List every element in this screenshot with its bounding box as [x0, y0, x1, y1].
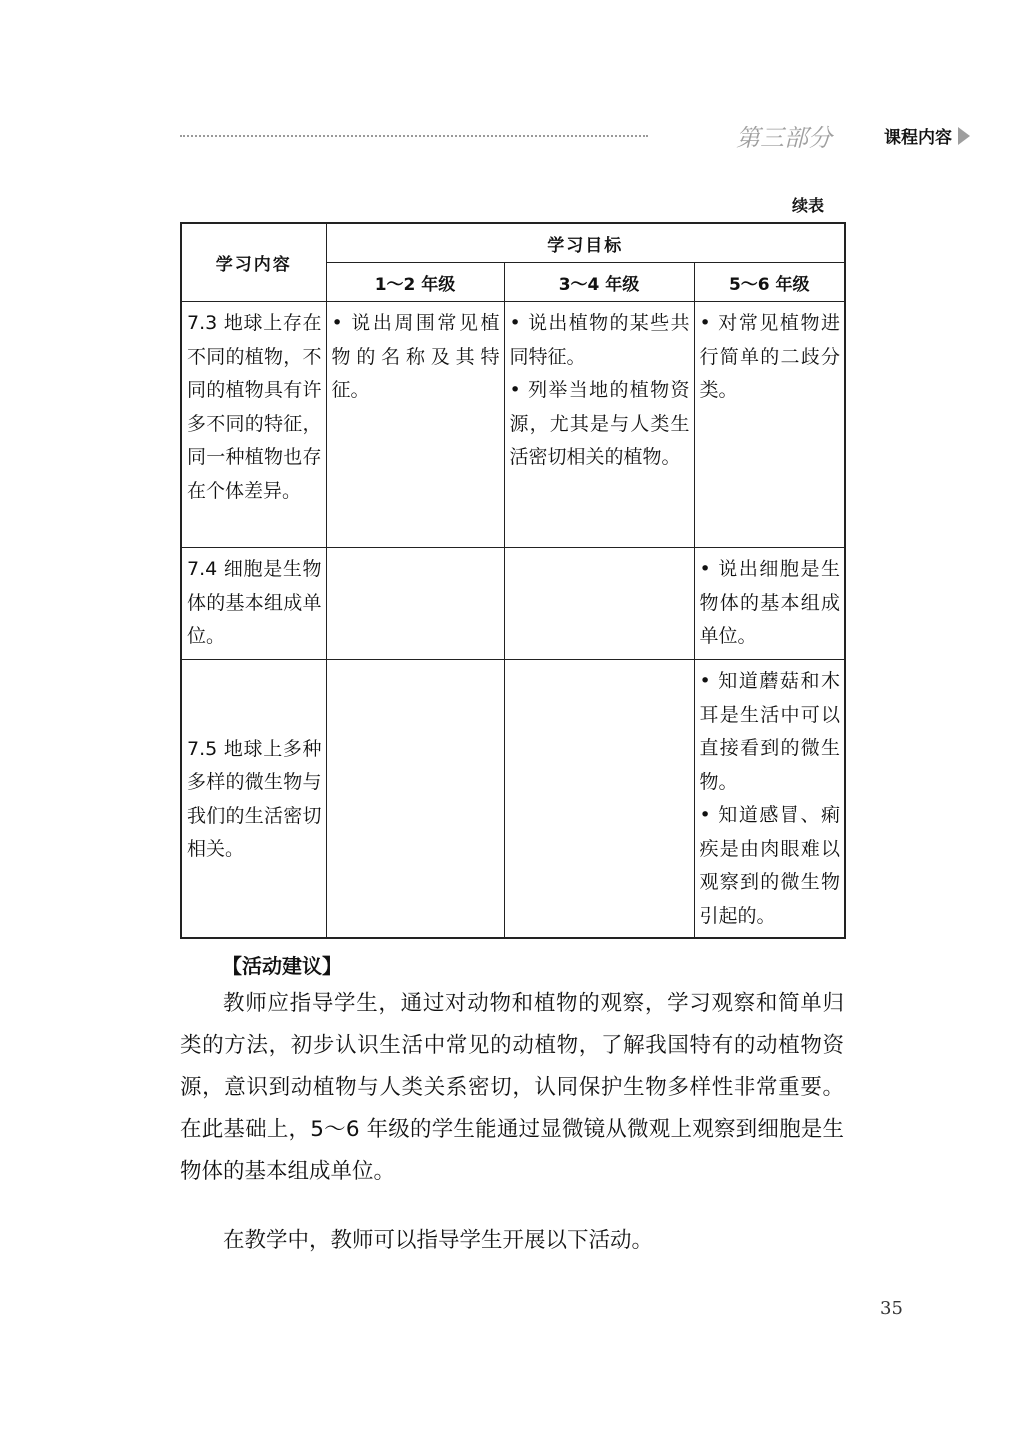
- running-header: [180, 118, 952, 154]
- content-table: [180, 222, 846, 939]
- header-grade-3-4: 3～4 年级: [504, 263, 694, 302]
- goal-grade-3-4: • 说出植物的某些共同特征。: [509, 312, 690, 368]
- header-grade-5-6: 5～6 年级: [694, 263, 845, 302]
- page-number: 35: [880, 1298, 903, 1319]
- table-row: [181, 548, 845, 660]
- goal-grade-3-4: • 列举当地的植物资源，尤其是与人类生活密切相关的植物。: [509, 379, 690, 468]
- paragraph: 在教学中，教师可以指导学生开展以下活动。: [223, 1228, 654, 1253]
- row-content: 7.5 地球上多种多样的微生物与我们的生活密切相关。: [187, 737, 322, 861]
- goal-grade-5-6: • 知道蘑菇和木耳是生活中可以直接看到的微生物。: [699, 670, 841, 793]
- continued-label: 续表: [791, 196, 824, 215]
- header-part: 第三部分: [736, 124, 832, 152]
- row-content: 7.3 地球上存在不同的植物，不同的植物具有许多不同的特征，同一种植物也存在个体差异。: [187, 312, 322, 502]
- header-section: 课程内容: [884, 128, 952, 148]
- table-row: [181, 660, 845, 938]
- table-row: [181, 302, 845, 548]
- header-grade-1-2: 1～2 年级: [326, 263, 504, 302]
- header-learning-content: 学习内容: [181, 223, 326, 302]
- activity-title: 【活动建议】: [222, 954, 342, 978]
- goal-grade-5-6: • 说出细胞是生物体的基本组成单位。: [699, 558, 841, 647]
- triangle-arrow-icon: [958, 127, 970, 145]
- goal-grade-1-2: • 说出周围常见植物的名称及其特征。: [331, 312, 500, 401]
- paragraph: 教师应指导学生，通过对动物和植物的观察，学习观察和简单归类的方法，初步认识生活中常见的动植物，了解我国特有的动植物资源，意识到动植物与人类关系密切，认同保护生物多样性非常重要。在此基础上，5～6 年级的学生能通过显微镜从微观上观察到细胞是生物体的基本组成单位。: [180, 991, 844, 1184]
- row-content: 7.4 细胞是生物体的基本组成单位。: [187, 558, 322, 647]
- goal-grade-5-6: • 知道感冒、痢疾是由肉眼难以观察到的微生物引起的。: [699, 804, 841, 927]
- header-dotted-rule: [180, 135, 648, 137]
- header-learning-goals: 学习目标: [326, 223, 845, 263]
- goal-grade-5-6: • 对常见植物进行简单的二歧分类。: [699, 312, 841, 401]
